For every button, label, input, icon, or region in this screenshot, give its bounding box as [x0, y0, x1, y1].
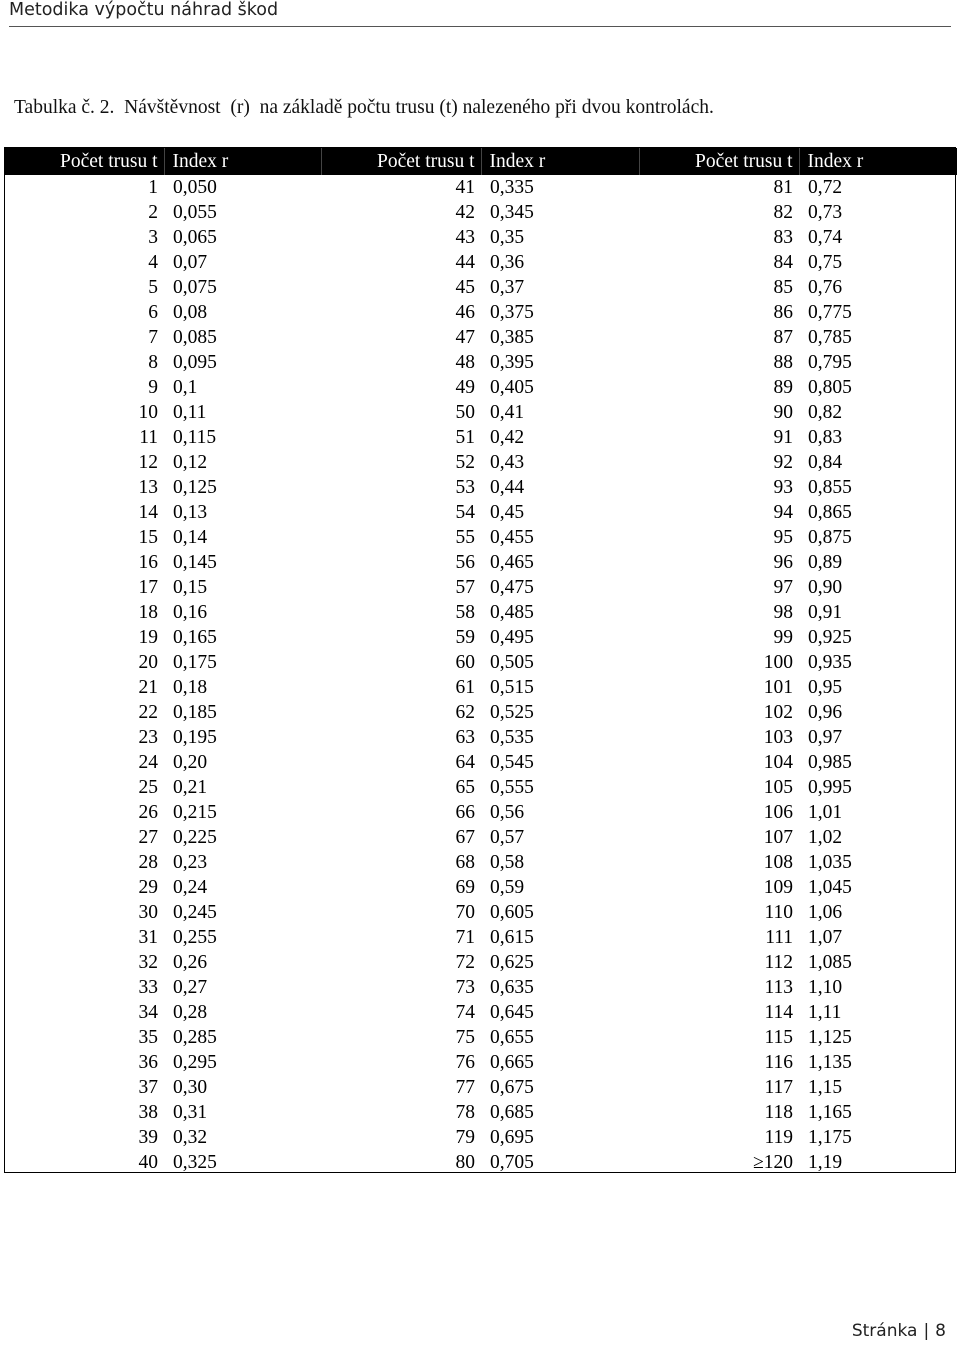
- count-cell: 112: [764, 952, 793, 973]
- index-cell: 0,375: [490, 302, 534, 323]
- count-cell: 111: [765, 927, 793, 948]
- count-cell: 83: [773, 227, 793, 248]
- index-cell: 0,83: [808, 427, 843, 448]
- table-row: [5, 850, 957, 875]
- index-cell: 0,695: [490, 1127, 534, 1148]
- count-cell: 88: [773, 352, 793, 373]
- count-cell: 66: [455, 802, 475, 823]
- index-cell: 1,19: [808, 1152, 843, 1173]
- index-cell: 0,245: [173, 902, 217, 923]
- index-cell: 0,11: [173, 402, 207, 423]
- table-header: [5, 148, 957, 175]
- count-cell: 108: [763, 852, 793, 873]
- index-cell: 0,705: [490, 1152, 534, 1173]
- count-cell: 1: [148, 177, 158, 198]
- table-row: [5, 875, 957, 900]
- count-cell: 36: [138, 1052, 158, 1073]
- count-cell: 52: [455, 452, 475, 473]
- index-cell: 0,91: [808, 602, 843, 623]
- count-cell: ≥120: [753, 1152, 793, 1173]
- index-cell: 1,06: [808, 902, 843, 923]
- index-cell: 0,35: [490, 227, 525, 248]
- index-cell: 0,795: [808, 352, 852, 373]
- count-cell: 74: [455, 1002, 475, 1023]
- index-cell: 0,785: [808, 327, 852, 348]
- index-cell: 0,30: [173, 1077, 208, 1098]
- table-row: [5, 975, 957, 1000]
- index-cell: 0,065: [173, 227, 217, 248]
- count-cell: 2: [148, 202, 158, 223]
- index-cell: 0,14: [173, 527, 208, 548]
- count-cell: 119: [764, 1127, 793, 1148]
- index-cell: 0,055: [173, 202, 217, 223]
- index-cell: 0,96: [808, 702, 843, 723]
- index-cell: 0,08: [173, 302, 208, 323]
- count-cell: 10: [138, 402, 158, 423]
- table-row: [5, 950, 957, 975]
- index-cell: 0,925: [808, 627, 852, 648]
- table-row: [5, 200, 957, 225]
- index-cell: 0,515: [490, 677, 534, 698]
- index-cell: 0,525: [490, 702, 534, 723]
- count-cell: 87: [773, 327, 793, 348]
- index-cell: 0,855: [808, 477, 852, 498]
- count-cell: 106: [763, 802, 793, 823]
- count-cell: 98: [773, 602, 793, 623]
- count-cell: 117: [764, 1077, 793, 1098]
- count-cell: 57: [455, 577, 475, 598]
- index-cell: 0,335: [490, 177, 534, 198]
- index-cell: 1,085: [808, 952, 852, 973]
- index-cell: 0,95: [808, 677, 843, 698]
- visit-index-table: [5, 148, 957, 1175]
- count-cell: 115: [764, 1027, 793, 1048]
- count-cell: 45: [455, 277, 475, 298]
- count-cell: 99: [773, 627, 793, 648]
- count-cell: 85: [773, 277, 793, 298]
- index-cell: 0,37: [490, 277, 525, 298]
- index-cell: 1,045: [808, 877, 852, 898]
- count-cell: 97: [773, 577, 793, 598]
- table-caption: Tabulka č. 2. Návštěvnost (r) na základě počtu trusu (t) nalezeného při dvou kontrolách.: [14, 97, 714, 118]
- index-cell: 0,555: [490, 777, 534, 798]
- count-cell: 73: [455, 977, 475, 998]
- count-cell: 7: [148, 327, 158, 348]
- index-cell: 0,535: [490, 727, 534, 748]
- count-cell: 116: [764, 1052, 793, 1073]
- count-cell: 68: [455, 852, 475, 873]
- count-cell: 42: [455, 202, 475, 223]
- index-cell: 0,57: [490, 827, 525, 848]
- table-row: [5, 1150, 957, 1175]
- count-cell: 18: [138, 602, 158, 623]
- index-cell: 0,115: [173, 427, 217, 448]
- table-row: [5, 750, 957, 775]
- index-cell: 0,635: [490, 977, 534, 998]
- column-header-count: Počet trusu t: [5, 148, 164, 175]
- index-cell: 0,74: [808, 227, 843, 248]
- count-cell: 14: [138, 502, 158, 523]
- count-cell: 27: [138, 827, 158, 848]
- column-header-index: Index r: [164, 148, 321, 175]
- count-cell: 11: [139, 427, 158, 448]
- count-cell: 118: [764, 1102, 793, 1123]
- table-row: [5, 400, 957, 425]
- count-cell: 58: [455, 602, 475, 623]
- count-cell: 113: [764, 977, 793, 998]
- count-cell: 78: [455, 1102, 475, 1123]
- column-header-index: Index r: [481, 148, 639, 175]
- count-cell: 60: [455, 652, 475, 673]
- count-cell: 84: [773, 252, 793, 273]
- table-row: [5, 225, 957, 250]
- count-cell: 62: [455, 702, 475, 723]
- index-cell: 0,27: [173, 977, 208, 998]
- count-cell: 53: [455, 477, 475, 498]
- table-row: [5, 350, 957, 375]
- count-cell: 70: [455, 902, 475, 923]
- count-cell: 79: [455, 1127, 475, 1148]
- count-cell: 104: [763, 752, 793, 773]
- index-cell: 0,655: [490, 1027, 534, 1048]
- index-cell: 0,97: [808, 727, 843, 748]
- column-header-count: Počet trusu t: [639, 148, 799, 175]
- table-row: [5, 775, 957, 800]
- table-row: [5, 475, 957, 500]
- page-label: Stránka: [851, 1321, 918, 1341]
- count-cell: 23: [138, 727, 158, 748]
- index-cell: 0,095: [173, 352, 217, 373]
- index-cell: 0,59: [490, 877, 525, 898]
- count-cell: 76: [455, 1052, 475, 1073]
- count-cell: 34: [138, 1002, 158, 1023]
- count-cell: 109: [763, 877, 793, 898]
- count-cell: 40: [138, 1152, 158, 1173]
- page-footer: [852, 1321, 946, 1341]
- index-cell: 0,45: [490, 502, 525, 523]
- count-cell: 96: [773, 552, 793, 573]
- index-cell: 1,035: [808, 852, 852, 873]
- count-cell: 35: [138, 1027, 158, 1048]
- count-cell: 26: [138, 802, 158, 823]
- table-row: [5, 700, 957, 725]
- count-cell: 41: [455, 177, 475, 198]
- index-cell: 1,02: [808, 827, 843, 848]
- index-cell: 1,07: [808, 927, 843, 948]
- table-row: [5, 1050, 957, 1075]
- count-cell: 48: [455, 352, 475, 373]
- table-row: [5, 1075, 957, 1100]
- count-cell: 71: [455, 927, 475, 948]
- column-header-count: Počet trusu t: [321, 148, 481, 175]
- page-separator: |: [923, 1321, 930, 1341]
- index-cell: 0,41: [490, 402, 525, 423]
- index-cell: 0,185: [173, 702, 217, 723]
- count-cell: 69: [455, 877, 475, 898]
- count-cell: 47: [455, 327, 475, 348]
- index-cell: 0,505: [490, 652, 534, 673]
- index-cell: 0,90: [808, 577, 843, 598]
- count-cell: 63: [455, 727, 475, 748]
- index-cell: 0,20: [173, 752, 208, 773]
- index-cell: 0,195: [173, 727, 217, 748]
- index-cell: 0,1: [173, 377, 198, 398]
- index-cell: 1,10: [808, 977, 843, 998]
- count-cell: 29: [138, 877, 158, 898]
- count-cell: 64: [455, 752, 475, 773]
- index-cell: 0,73: [808, 202, 843, 223]
- column-header-index: Index r: [799, 148, 957, 175]
- index-cell: 0,455: [490, 527, 534, 548]
- index-cell: 1,135: [808, 1052, 852, 1073]
- count-cell: 51: [455, 427, 475, 448]
- index-cell: 0,685: [490, 1102, 534, 1123]
- table-row: [5, 1100, 957, 1125]
- table-row: [5, 550, 957, 575]
- index-cell: 0,865: [808, 502, 852, 523]
- index-cell: 0,75: [808, 252, 843, 273]
- count-cell: 92: [773, 452, 793, 473]
- count-cell: 54: [455, 502, 475, 523]
- index-cell: 0,89: [808, 552, 843, 573]
- count-cell: 5: [148, 277, 158, 298]
- table-row: [5, 450, 957, 475]
- index-cell: 0,26: [173, 952, 208, 973]
- index-cell: 0,16: [173, 602, 208, 623]
- index-cell: 0,56: [490, 802, 525, 823]
- index-cell: 0,665: [490, 1052, 534, 1073]
- count-cell: 4: [148, 252, 158, 273]
- table-row: [5, 675, 957, 700]
- index-cell: 0,405: [490, 377, 534, 398]
- index-cell: 0,84: [808, 452, 843, 473]
- count-cell: 75: [455, 1027, 475, 1048]
- table-row: [5, 900, 957, 925]
- count-cell: 49: [455, 377, 475, 398]
- index-cell: 0,935: [808, 652, 852, 673]
- count-cell: 72: [455, 952, 475, 973]
- count-cell: 50: [455, 402, 475, 423]
- count-cell: 3: [148, 227, 158, 248]
- index-cell: 0,465: [490, 552, 534, 573]
- index-cell: 0,43: [490, 452, 525, 473]
- table-row: [5, 1025, 957, 1050]
- table-frame: [4, 147, 956, 1173]
- count-cell: 33: [138, 977, 158, 998]
- table-row: [5, 800, 957, 825]
- index-cell: 0,15: [173, 577, 208, 598]
- running-title: Metodika výpočtu náhrad škod: [9, 0, 279, 20]
- table-row: [5, 250, 957, 275]
- count-cell: 6: [148, 302, 158, 323]
- index-cell: 0,18: [173, 677, 208, 698]
- count-cell: 32: [138, 952, 158, 973]
- table-row: [5, 175, 957, 200]
- table-row: [5, 275, 957, 300]
- index-cell: 0,385: [490, 327, 534, 348]
- index-cell: 0,44: [490, 477, 525, 498]
- table-row: [5, 375, 957, 400]
- index-cell: 0,805: [808, 377, 852, 398]
- index-cell: 1,11: [808, 1002, 842, 1023]
- count-cell: 30: [138, 902, 158, 923]
- count-cell: 102: [763, 702, 793, 723]
- count-cell: 67: [455, 827, 475, 848]
- table-row: [5, 725, 957, 750]
- count-cell: 107: [763, 827, 793, 848]
- index-cell: 0,82: [808, 402, 843, 423]
- count-cell: 110: [764, 902, 793, 923]
- count-cell: 95: [773, 527, 793, 548]
- count-cell: 21: [138, 677, 158, 698]
- count-cell: 37: [138, 1077, 158, 1098]
- count-cell: 12: [138, 452, 158, 473]
- table-body: [5, 175, 957, 1175]
- index-cell: 0,605: [490, 902, 534, 923]
- index-cell: 0,875: [808, 527, 852, 548]
- index-cell: 1,165: [808, 1102, 852, 1123]
- index-cell: 0,165: [173, 627, 217, 648]
- index-cell: 0,21: [173, 777, 208, 798]
- table-row: [5, 575, 957, 600]
- index-cell: 0,31: [173, 1102, 208, 1123]
- index-cell: 0,995: [808, 777, 852, 798]
- count-cell: 114: [764, 1002, 793, 1023]
- index-cell: 0,545: [490, 752, 534, 773]
- count-cell: 56: [455, 552, 475, 573]
- index-cell: 0,12: [173, 452, 208, 473]
- index-cell: 0,345: [490, 202, 534, 223]
- index-cell: 0,625: [490, 952, 534, 973]
- count-cell: 31: [138, 927, 158, 948]
- table-row: [5, 625, 957, 650]
- index-cell: 0,36: [490, 252, 525, 273]
- index-cell: 0,255: [173, 927, 217, 948]
- count-cell: 13: [138, 477, 158, 498]
- count-cell: 61: [455, 677, 475, 698]
- header-row: [5, 148, 957, 175]
- table-row: [5, 325, 957, 350]
- index-cell: 0,175: [173, 652, 217, 673]
- count-cell: 105: [763, 777, 793, 798]
- table-row: [5, 1125, 957, 1150]
- count-cell: 101: [763, 677, 793, 698]
- index-cell: 0,295: [173, 1052, 217, 1073]
- table-row: [5, 500, 957, 525]
- index-cell: 0,675: [490, 1077, 534, 1098]
- index-cell: 0,76: [808, 277, 843, 298]
- index-cell: 0,485: [490, 602, 534, 623]
- table-row: [5, 425, 957, 450]
- index-cell: 0,225: [173, 827, 217, 848]
- index-cell: 0,145: [173, 552, 217, 573]
- count-cell: 20: [138, 652, 158, 673]
- count-cell: 16: [138, 552, 158, 573]
- index-cell: 0,395: [490, 352, 534, 373]
- table-row: [5, 925, 957, 950]
- index-cell: 0,985: [808, 752, 852, 773]
- count-cell: 24: [138, 752, 158, 773]
- index-cell: 0,325: [173, 1152, 217, 1173]
- index-cell: 0,42: [490, 427, 525, 448]
- count-cell: 15: [138, 527, 158, 548]
- count-cell: 93: [773, 477, 793, 498]
- count-cell: 39: [138, 1127, 158, 1148]
- table-row: [5, 300, 957, 325]
- index-cell: 0,075: [173, 277, 217, 298]
- count-cell: 65: [455, 777, 475, 798]
- index-cell: 0,645: [490, 1002, 534, 1023]
- count-cell: 28: [138, 852, 158, 873]
- count-cell: 17: [138, 577, 158, 598]
- index-cell: 0,775: [808, 302, 852, 323]
- index-cell: 0,615: [490, 927, 534, 948]
- index-cell: 1,15: [808, 1077, 843, 1098]
- page-number: 8: [935, 1321, 946, 1341]
- index-cell: 0,215: [173, 802, 217, 823]
- count-cell: 22: [138, 702, 158, 723]
- count-cell: 89: [773, 377, 793, 398]
- index-cell: 1,01: [808, 802, 843, 823]
- count-cell: 8: [148, 352, 158, 373]
- count-cell: 91: [773, 427, 793, 448]
- index-cell: 0,475: [490, 577, 534, 598]
- table-row: [5, 650, 957, 675]
- index-cell: 0,125: [173, 477, 217, 498]
- count-cell: 80: [455, 1152, 475, 1173]
- count-cell: 25: [138, 777, 158, 798]
- index-cell: 0,24: [173, 877, 208, 898]
- count-cell: 90: [773, 402, 793, 423]
- index-cell: 0,495: [490, 627, 534, 648]
- count-cell: 86: [773, 302, 793, 323]
- index-cell: 1,125: [808, 1027, 852, 1048]
- index-cell: 0,285: [173, 1027, 217, 1048]
- index-cell: 0,050: [173, 177, 217, 198]
- index-cell: 0,28: [173, 1002, 208, 1023]
- count-cell: 44: [455, 252, 475, 273]
- count-cell: 9: [148, 377, 158, 398]
- index-cell: 1,175: [808, 1127, 852, 1148]
- count-cell: 55: [455, 527, 475, 548]
- index-cell: 0,23: [173, 852, 208, 873]
- table-row: [5, 1000, 957, 1025]
- count-cell: 77: [455, 1077, 475, 1098]
- table-row: [5, 600, 957, 625]
- index-cell: 0,13: [173, 502, 208, 523]
- header-rule: [9, 26, 951, 27]
- table-row: [5, 525, 957, 550]
- count-cell: 94: [773, 502, 793, 523]
- count-cell: 43: [455, 227, 475, 248]
- index-cell: 0,085: [173, 327, 217, 348]
- index-cell: 0,72: [808, 177, 843, 198]
- count-cell: 38: [138, 1102, 158, 1123]
- index-cell: 0,07: [173, 252, 208, 273]
- table-row: [5, 825, 957, 850]
- count-cell: 19: [138, 627, 158, 648]
- count-cell: 81: [773, 177, 793, 198]
- index-cell: 0,32: [173, 1127, 208, 1148]
- count-cell: 82: [773, 202, 793, 223]
- count-cell: 46: [455, 302, 475, 323]
- count-cell: 100: [763, 652, 793, 673]
- count-cell: 103: [763, 727, 793, 748]
- count-cell: 59: [455, 627, 475, 648]
- index-cell: 0,58: [490, 852, 525, 873]
